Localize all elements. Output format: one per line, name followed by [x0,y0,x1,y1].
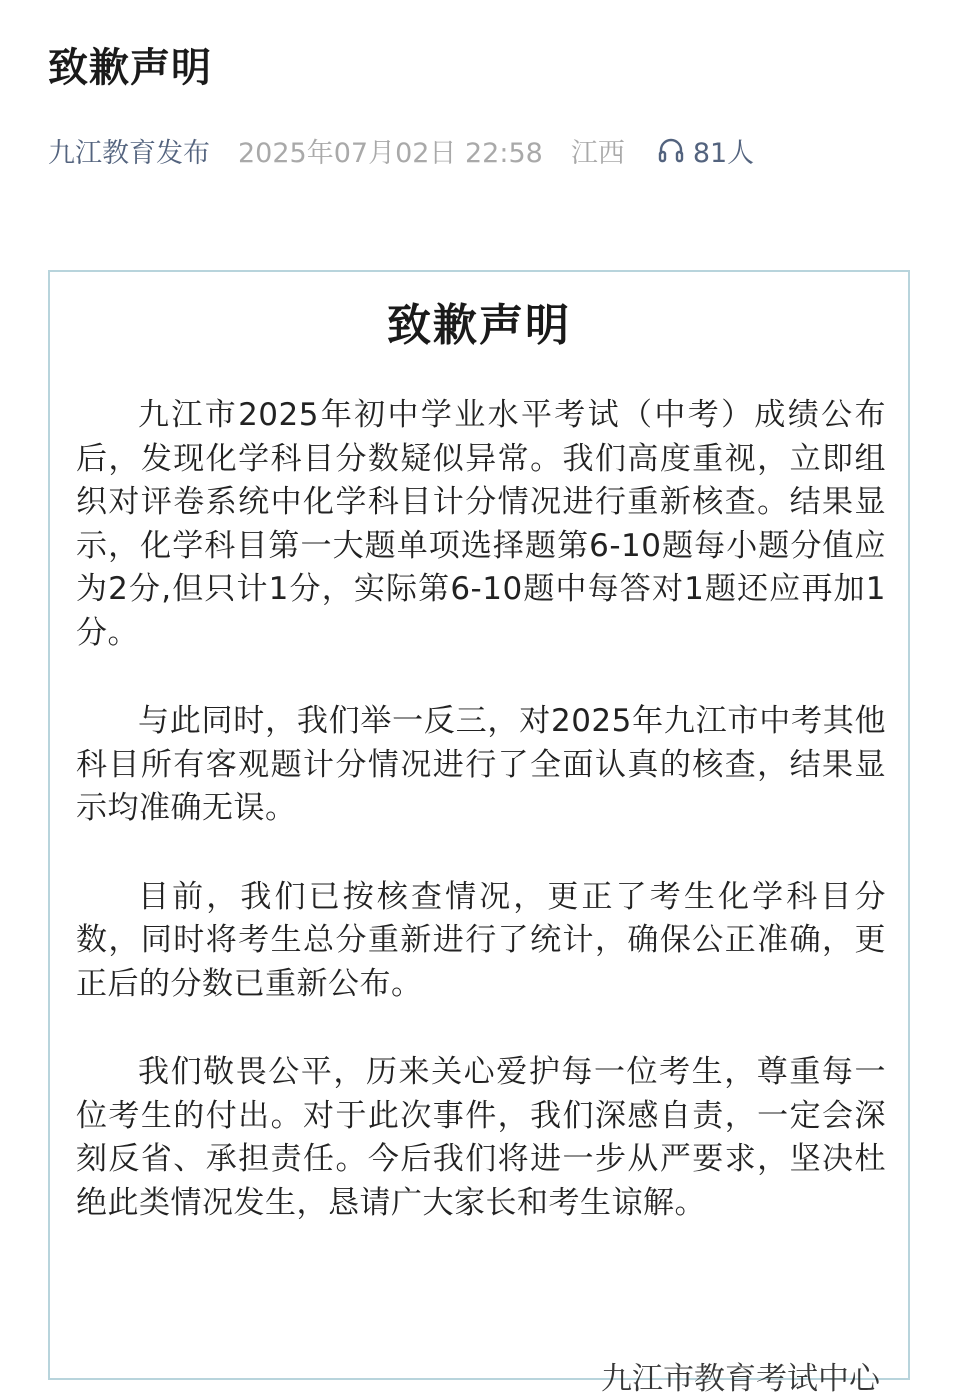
notice-image-card [48,270,910,1397]
notice-paragraph: 目前，我们已按核查情况，更正了考生化学科目分数，同时将考生总分重新进行了统计，确保公正准确，更正后的分数已重新公布。 [76,878,886,1002]
page-title: 致歉声明 [48,45,212,91]
notice-paragraph: 九江市2025年初中学业水平考试（中考）成绩公布后，发现化学科目分数疑似异常。我们高度重视，立即组织对评卷系统中化学科目计分情况进行重新核查。结果显示，化学科目第一大题单项选择题第6-10题每小题分值应为2分,但只计1分，实际第6-10题中每答对1题还应再加1分。 [76,397,886,651]
notice-paragraph: 我们敬畏公平，历来关心爱护每一位考生，尊重每一位考生的付出。对于此次事件，我们深感自责，一定会深刻反省、承担责任。今后我们将进一步从严要求，坚决杜绝此类情况发生，恳请广大家长和考生谅解。 [76,1054,886,1221]
notice-title: 致歉声明 [387,300,571,351]
article-meta [48,128,754,172]
source-account-link[interactable]: 九江教育发布 [48,137,210,169]
notice-paragraph: 与此同时，我们举一反三，对2025年九江市中考其他科目所有客观题计分情况进行了全面认真的核查，结果显示均准确无误。 [76,703,886,826]
notice-body [76,394,886,1270]
publish-datetime: 2025年07月02日 22:58 [238,137,543,169]
listen-count-button[interactable] [657,131,754,170]
listen-count: 81人 [692,137,755,169]
notice-signature: 九江市教育考试中心 [601,1361,880,1397]
headphones-icon [657,136,685,164]
publish-location: 江西 [570,137,625,169]
